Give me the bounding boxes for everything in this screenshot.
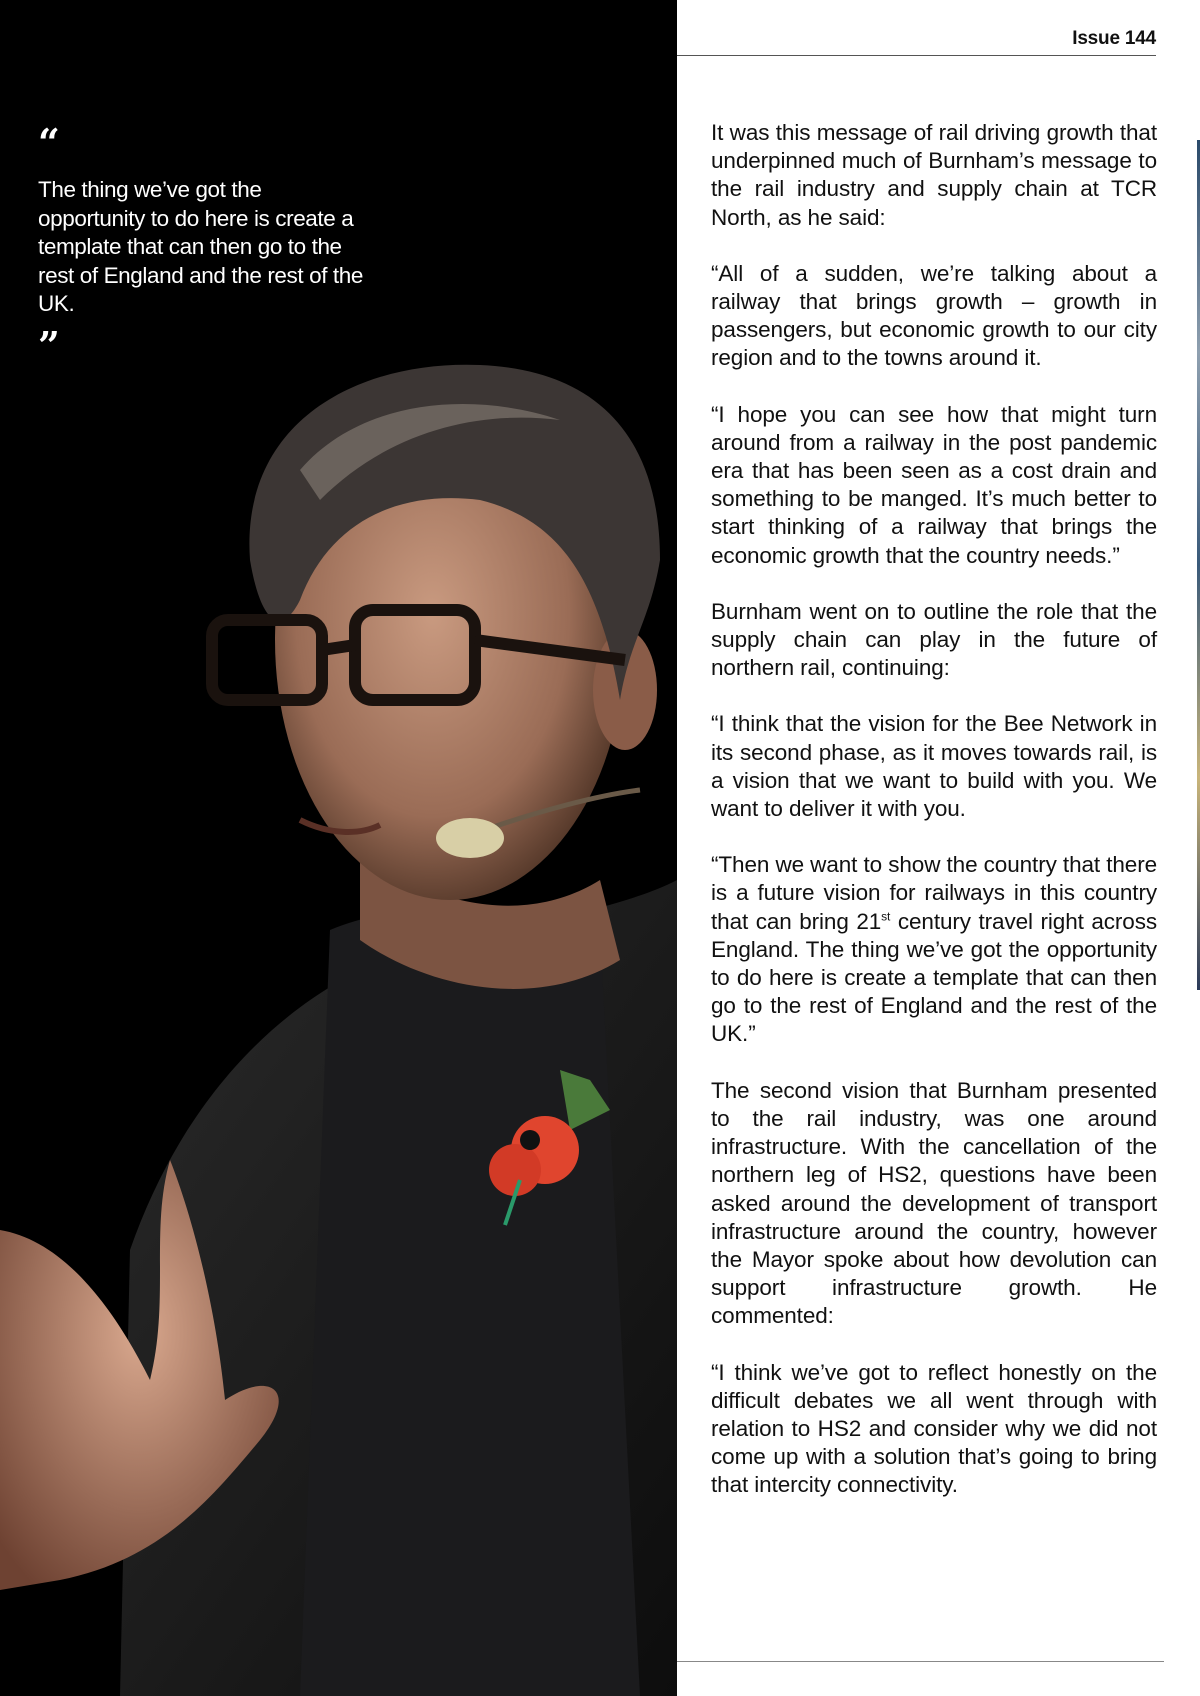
issue-number: Issue 144 [1072, 28, 1156, 49]
headset-mic [436, 818, 504, 858]
open-quote-icon: “ [38, 120, 60, 165]
footer-divider [677, 1661, 1164, 1662]
article-paragraph: Burnham went on to outline the role that the supply chain can play in the future of northern rail, continuing: [711, 598, 1157, 681]
article-paragraph: “I think we’ve got to reflect honestly on the difficult debates we all went through with relation to HS2 and consider why we did not come up with a solution that’s going to bring that intercity connectivity. [711, 1359, 1157, 1498]
paragraph-text: “Then we want to show the country that there is a future vision for railways in this country that can bring 21 [711, 852, 1157, 934]
article-paragraph: The second vision that Burnham presented to the rail industry, was one around infrastructure. With the cancellation of the northern leg of HS2, questions have been asked around the development of transport infrastructure around the country, however the Mayor spoke about how devolution can support infrastructure growth. He commented: [711, 1077, 1157, 1329]
article-panel [677, 0, 1200, 1696]
header-divider [677, 55, 1156, 56]
article-paragraph [711, 851, 1157, 1048]
shirt-shape [300, 908, 640, 1696]
article-body [711, 119, 1157, 1528]
pull-quote [38, 120, 368, 368]
article-paragraph: “All of a sudden, we’re talking about a railway that brings growth – growth in passengers, but economic growth to our city region and to the towns around it. [711, 260, 1157, 371]
ordinal-suffix: st [881, 909, 891, 924]
article-paragraph: It was this message of rail driving growth that underpinned much of Burnham’s message to the rail industry and supply chain at TCR North, as he said: [711, 120, 1157, 230]
close-quote-icon: ” [38, 322, 60, 368]
paragraph-text: century travel right across England. The thing we’ve got the opportunity to do here is create a template that can then go to the rest of England and the rest of the UK.” [711, 908, 1157, 1047]
pull-quote-text: The thing we’ve got the opportunity to do here is create a template that can then go to the rest of England and the rest of the UK. [38, 177, 363, 316]
article-paragraph: “I hope you can see how that might turn around from a railway in the post pandemic era that has been seen as a cost drain and something to be manged. It’s much better to start thinking of a railway that brings the economic growth that the country needs.” [711, 401, 1157, 568]
article-paragraph: “I think that the vision for the Bee Network in its second phase, as it moves towards rail, is a vision that we want to build with you. We want to deliver it with you. [711, 711, 1157, 822]
